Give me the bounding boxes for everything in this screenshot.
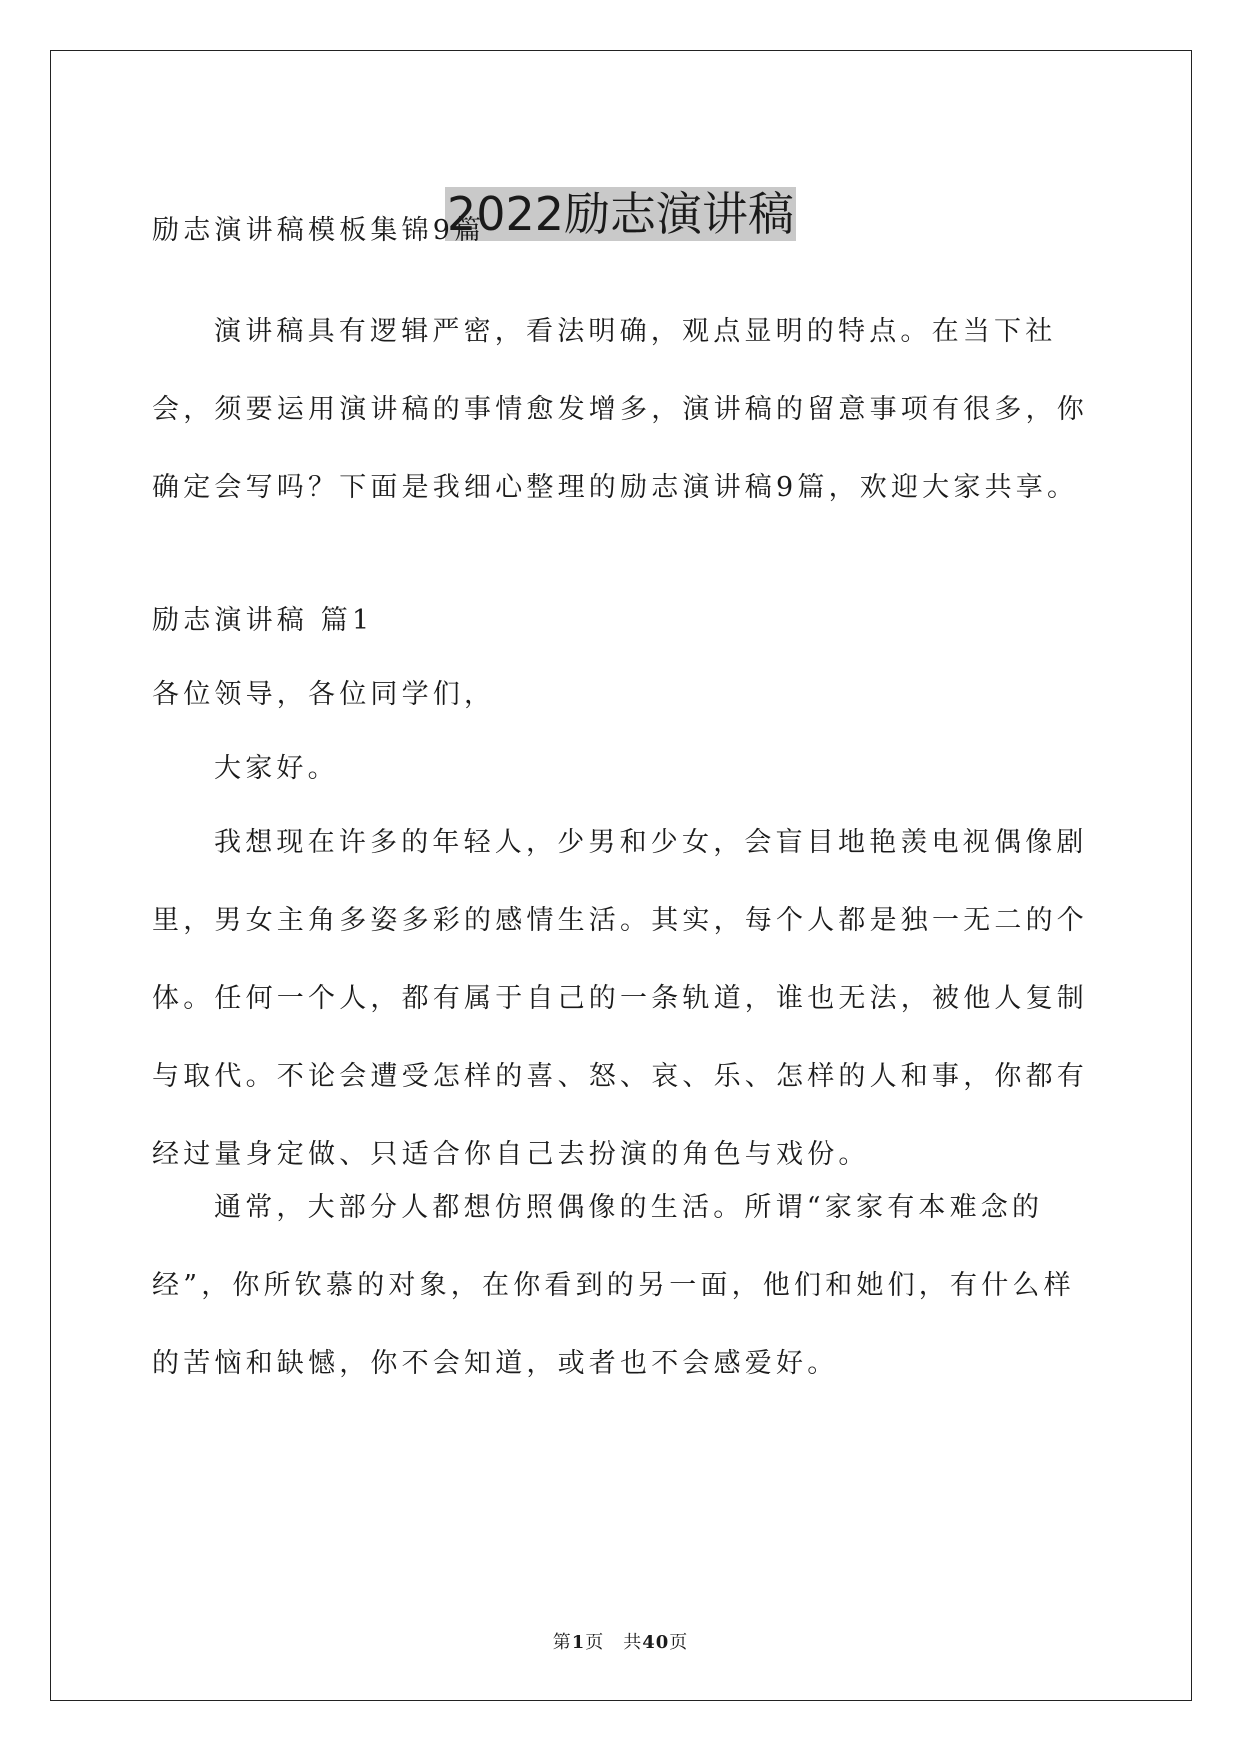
document-title: 2022励志演讲稿 [446, 186, 795, 241]
page-footer [0, 1628, 1241, 1654]
intro-paragraph: 演讲稿具有逻辑严密，看法明确，观点显明的特点。在当下社会，须要运用演讲稿的事情愈发增多，演讲稿的留意事项有很多，你确定会写吗？下面是我细心整理的励志演讲稿9篇，欢迎大家共享。 [152, 316, 1088, 503]
footer-middle: 页 共 [585, 1632, 643, 1653]
current-page-number: 1 [571, 1632, 586, 1653]
footer-suffix: 页 [669, 1632, 689, 1653]
document-subtitle: 励志演讲稿模板集锦9篇 [152, 215, 486, 246]
total-pages-number: 40 [642, 1632, 670, 1653]
footer-prefix: 第 [552, 1632, 572, 1653]
body-paragraph-2: 通常，大部分人都想仿照偶像的生活。所谓“家家有本难念的经”，你所钦慕的对象，在你看到的另一面，他们和她们，有什么样的苦恼和缺憾，你不会知道，或者也不会感爱好。 [152, 1192, 1075, 1379]
salutation-line: 各位领导，各位同学们， [152, 679, 496, 710]
greeting-line: 大家好。 [214, 753, 339, 784]
body-paragraph-1: 我想现在许多的年轻人，少男和少女，会盲目地艳羡电视偶像剧里，男女主角多姿多彩的感情生活。其实，每个人都是独一无二的个体。任何一个人，都有属于自己的一条轨道，谁也无法，被他人复制与取代。不论会遭受怎样的喜、怒、哀、乐、怎样的人和事，你都有经过量身定做、只适合你自己去扮演的角色与戏份。 [152, 827, 1088, 1170]
section-heading: 励志演讲稿 篇1 [152, 605, 374, 636]
